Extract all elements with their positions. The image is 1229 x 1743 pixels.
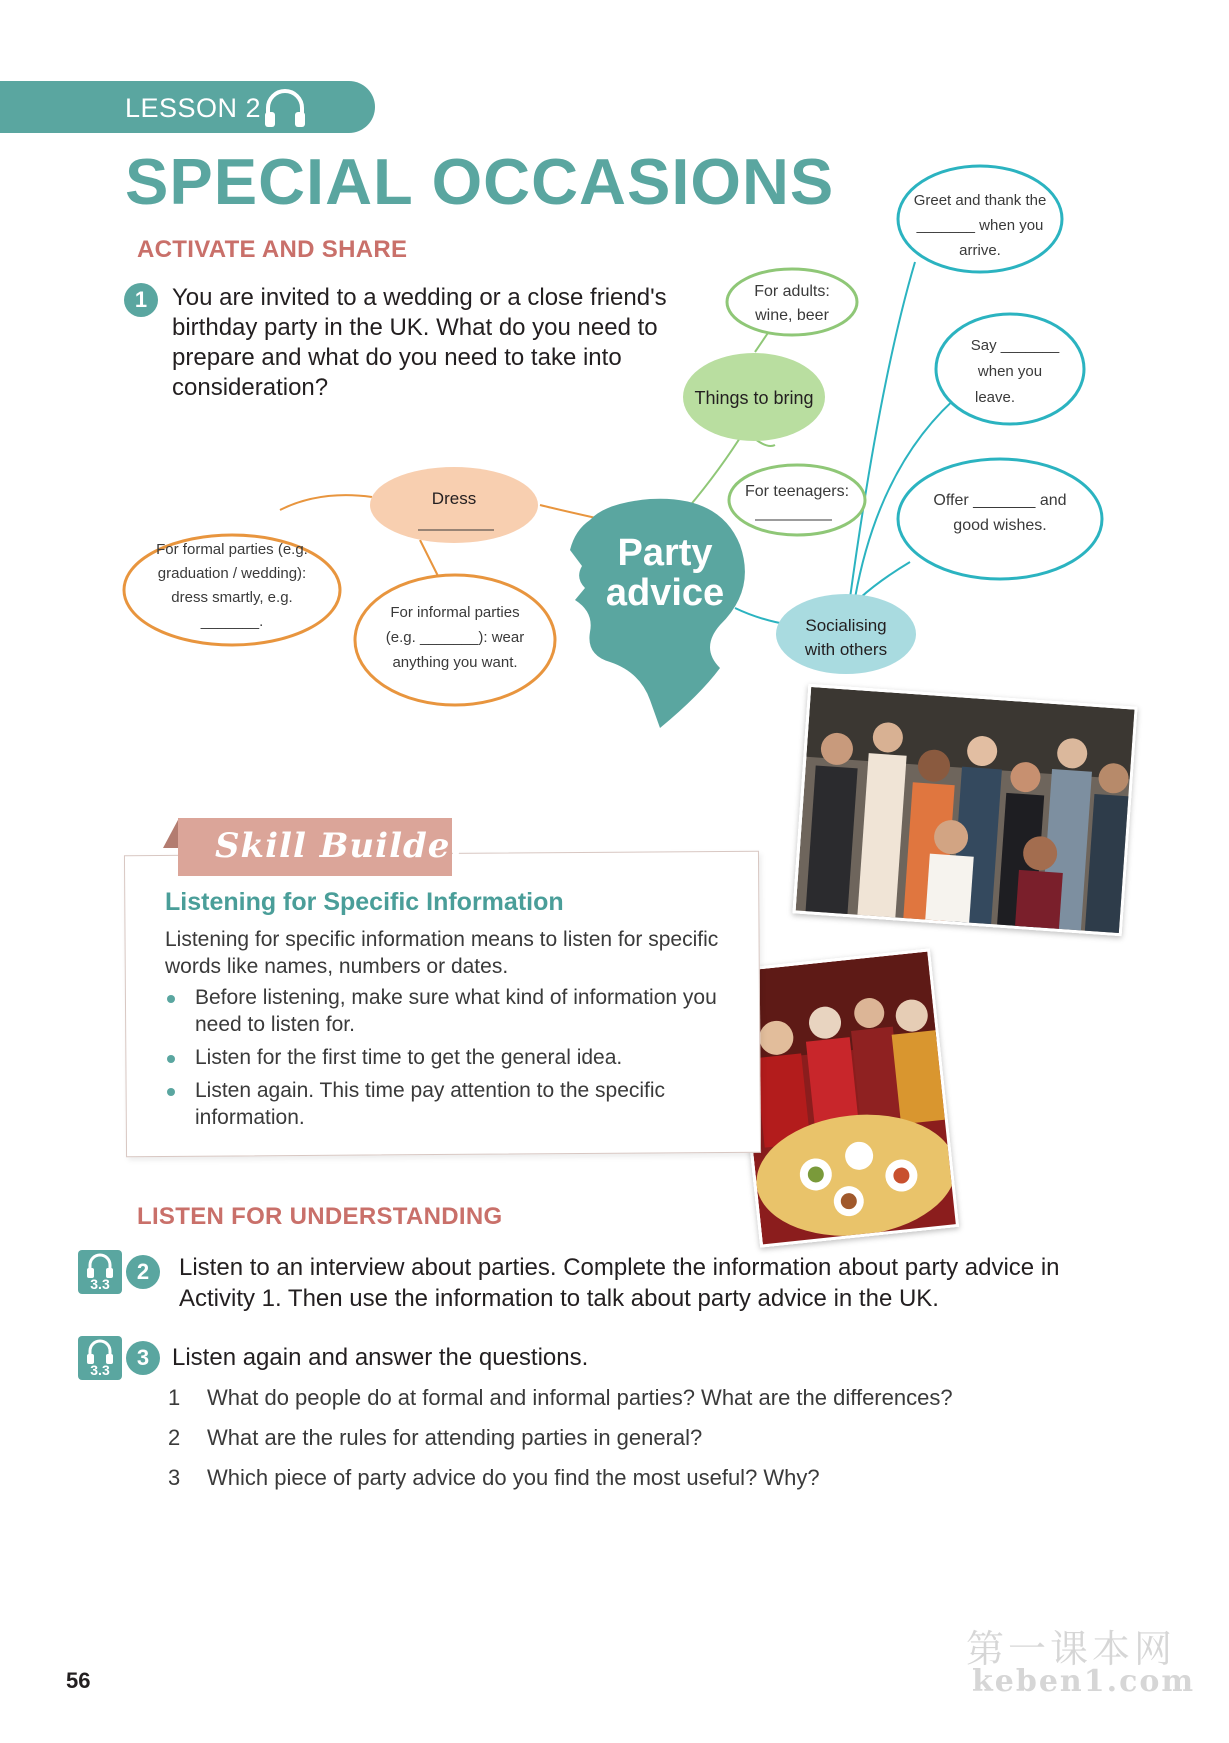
party-crowd-photo <box>792 684 1137 936</box>
activity-3-instruction: Listen again and answer the questions. <box>172 1344 589 1371</box>
node-formal-line1: For formal parties (e.g. <box>156 541 308 558</box>
node-for-adults <box>727 269 857 335</box>
node-informal-line3: anything you want. <box>392 654 518 671</box>
node-formal-line2: graduation / wedding): <box>157 565 307 582</box>
skill-builder-tip: Listen for the first time to get the general idea. <box>165 1044 725 1071</box>
skill-builder-label: Skill Builder <box>215 826 470 866</box>
question-number: 3 <box>168 1465 181 1490</box>
activity-2-line2: Activity 1. Then use the information to talk about party advice in the UK. <box>179 1285 939 1312</box>
node-socialising-line2: with others <box>804 640 888 659</box>
node-formal-line3: dress smartly, e.g. <box>171 589 293 606</box>
activity-1-question: You are invited to a wedding or a close friend's birthday party in the UK. What do you need to prepare and what do you need to take into consideration? <box>172 284 667 401</box>
node-say-line2: when you <box>977 363 1043 380</box>
audio-track-number: 3.3 <box>90 1276 110 1292</box>
node-greet-line2: _______ when you <box>916 217 1044 234</box>
center-label-advice: advice <box>605 572 725 614</box>
question-text: Which piece of party advice do you find the most useful? Why? <box>207 1465 820 1490</box>
node-greet-line1: Greet and thank the <box>913 192 1047 209</box>
node-socialising-line1: Socialising <box>805 616 887 635</box>
watermark-url: keben1.com <box>972 1664 1196 1699</box>
skill-builder-tab-fold <box>163 818 179 848</box>
party-advice-mindmap <box>0 140 1229 760</box>
headphones-icon <box>262 86 308 130</box>
skill-builder-intro: Listening for specific information means to listen for specific words like names, numbers or dates. <box>165 928 719 978</box>
section-heading-listen: LISTEN FOR UNDERSTANDING <box>137 1203 503 1230</box>
node-offer-line1: Offer _______ and <box>933 492 1067 509</box>
audio-track-number: 3.3 <box>90 1362 110 1378</box>
node-say-line1: Say _______ <box>970 337 1060 354</box>
node-for-adults-line2: wine, beer <box>755 307 829 324</box>
activity-2-line1: Listen to an interview about parties. Complete the information about party advice in <box>179 1254 1060 1281</box>
skill-builder-tip: Before listening, make sure what kind of information you need to listen for. <box>165 984 725 1038</box>
center-label-party: Party <box>617 532 713 574</box>
skill-builder-tip: Listen again. This time pay attention to the specific information. <box>165 1077 725 1131</box>
watermark-chinese: 第一课本网 <box>966 1627 1177 1671</box>
audio-track-badge[interactable] <box>78 1336 122 1380</box>
node-offer-line2: good wishes. <box>953 517 1047 534</box>
skill-builder-subtitle: Listening for Specific Information <box>165 888 564 916</box>
question-number: 2 <box>168 1425 181 1450</box>
section-heading-activate: ACTIVATE AND SHARE <box>137 236 408 263</box>
node-greet-line3: arrive. <box>959 242 1001 259</box>
page-title: SPECIAL OCCASIONS <box>125 145 835 218</box>
node-informal-line2: (e.g. _______): wear <box>385 629 525 646</box>
node-formal-line4: _______. <box>200 613 264 630</box>
question-text: What do people do at formal and informal parties? What are the differences? <box>207 1385 953 1410</box>
node-dress-label: Dress <box>431 489 477 508</box>
node-for-teenagers <box>729 465 865 535</box>
family-dinner-photo <box>731 948 959 1247</box>
question-text: What are the rules for attending parties in general? <box>207 1425 703 1450</box>
activity-number-badge: 3 <box>126 1341 160 1375</box>
node-things-to-bring-label: Things to bring <box>694 388 814 408</box>
node-for-teenagers-label: For teenagers: <box>744 483 850 500</box>
node-say-line3: leave. <box>974 389 1016 406</box>
node-for-adults-line1: For adults: <box>754 283 830 300</box>
lesson-label: LESSON 2 <box>125 93 262 123</box>
page-number: 56 <box>66 1668 91 1693</box>
question-number: 1 <box>168 1385 181 1410</box>
node-informal-line1: For informal parties <box>390 604 520 621</box>
activity-number-badge: 2 <box>126 1255 160 1289</box>
activity-number-badge: 1 <box>124 283 158 317</box>
skill-builder-tips <box>165 984 725 1137</box>
audio-track-badge[interactable] <box>78 1250 122 1294</box>
